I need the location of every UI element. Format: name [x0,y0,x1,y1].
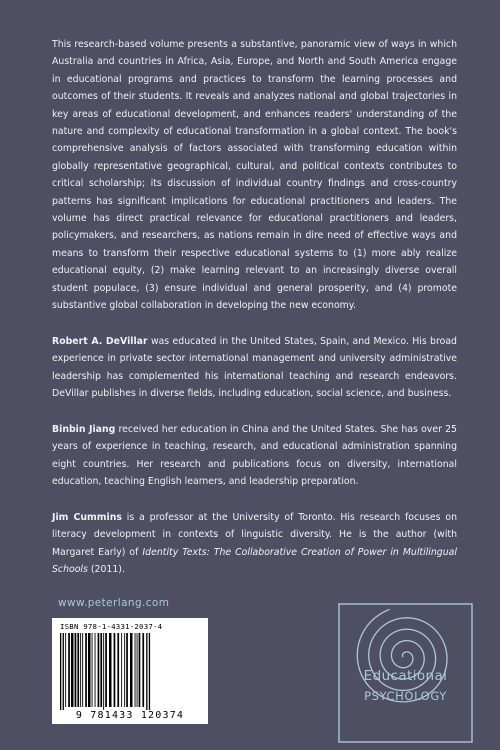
publisher-website: www.peterlang.com [58,597,170,609]
barcode-bars [58,633,202,713]
barcode-bar [65,633,66,707]
barcode-bar [130,633,133,707]
barcode-bar [121,633,122,707]
book-description [52,36,457,315]
barcode-bar [95,633,96,707]
barcode-bar [126,633,128,707]
barcode-bar [114,633,116,707]
barcode-bar [77,633,79,707]
series-word-1: Educational [363,668,448,684]
author-bio-cummins [52,509,457,579]
isbn-label: ISBN 978-1-4331-2037-4 [60,622,163,631]
author-bio-text: was educated in the United States, Spain, and Mexico. His broad experience in private sector international management and university administrative leadership has complemented his international teaching and research endeavors. DeVillar publishes in diverse fields, including education, social science, and business. [52,336,457,400]
barcode-bar [98,633,100,707]
barcode-bar [82,633,83,707]
barcode-bar [142,633,144,707]
barcode-bar [63,633,64,713]
barcode-bar [68,633,70,707]
barcode-bar [146,633,147,713]
barcode-bar [100,633,102,707]
barcode [52,618,208,724]
series-word-2: PSYCHOLOGY [364,689,447,703]
isbn-digits: 9 781433 120374 [54,710,206,721]
barcode-bar [124,633,125,707]
book-title: Identity Texts: The Collaborative Creation of Power in Multilingual Schools [52,546,457,576]
barcode-bar [60,633,61,713]
author-bio-devillar [52,333,457,403]
barcode-bar [117,633,119,707]
author-name: Robert A. DeVillar [52,336,148,347]
barcode-bar [71,633,74,707]
barcode-bar [137,633,138,707]
author-bio-jiang [52,421,457,491]
barcode-bar [75,633,77,707]
barcode-bar [149,633,150,713]
author-bio-text: is a professor at the University of Toronto. His research focuses on literacy development in contexts of linguistic diversity. He is the author (with Margaret Early) of [52,512,457,558]
barcode-bar [88,633,91,707]
author-name: Jim Cummins [52,512,122,523]
barcode-bar [109,633,112,707]
author-bio-text: received her education in China and the United States. She has over 25 years of experience in teaching, research, and educational administration spanning eight countries. Her research and publications focus on diversity, international education, teaching English learners, and leadership preparation. [52,424,457,488]
barcode-bar [92,633,93,707]
barcode-bar [85,633,87,707]
barcode-bar [139,633,141,707]
barcode-bar [80,633,81,707]
author-name: Binbin Jiang [52,424,116,435]
description-text: This research-based volume presents a substantive, panoramic view of ways in which Australia and countries in Africa, Asia, Europe, and North and South America engage in educational programs and practices to transform the learning processes and outcomes of their students. It reveals and analyzes national and global trajectories in key areas of educational development, and enhances readers' understanding of the nature and complexity of educational transformation in a global context. The book's comprehensive analysis of factors associated with transforming education within globally representative geographical, cultural, and political contexts contributes to critical scholarship; its discussion of individual country findings and cross-country patterns has significant implications for educational practitioners and leaders. The volume has direct practical relevance for educational practitioners and leaders, policymakers, and researchers, as nations remain in dire need of effective ways and means to transform their respective educational systems to (1) more ably realize educational equity, (2) make learning relevant to an increasingly diverse overall student populace, (3) ensure individual and general prosperity, and (4) promote substantive global collaboration in developing the new economy. [52,39,457,312]
barcode-bar [105,633,107,707]
book-year: (2011). [90,564,125,576]
series-logo [338,603,473,743]
barcode-bar [135,633,136,707]
barcode-bar [103,633,104,713]
